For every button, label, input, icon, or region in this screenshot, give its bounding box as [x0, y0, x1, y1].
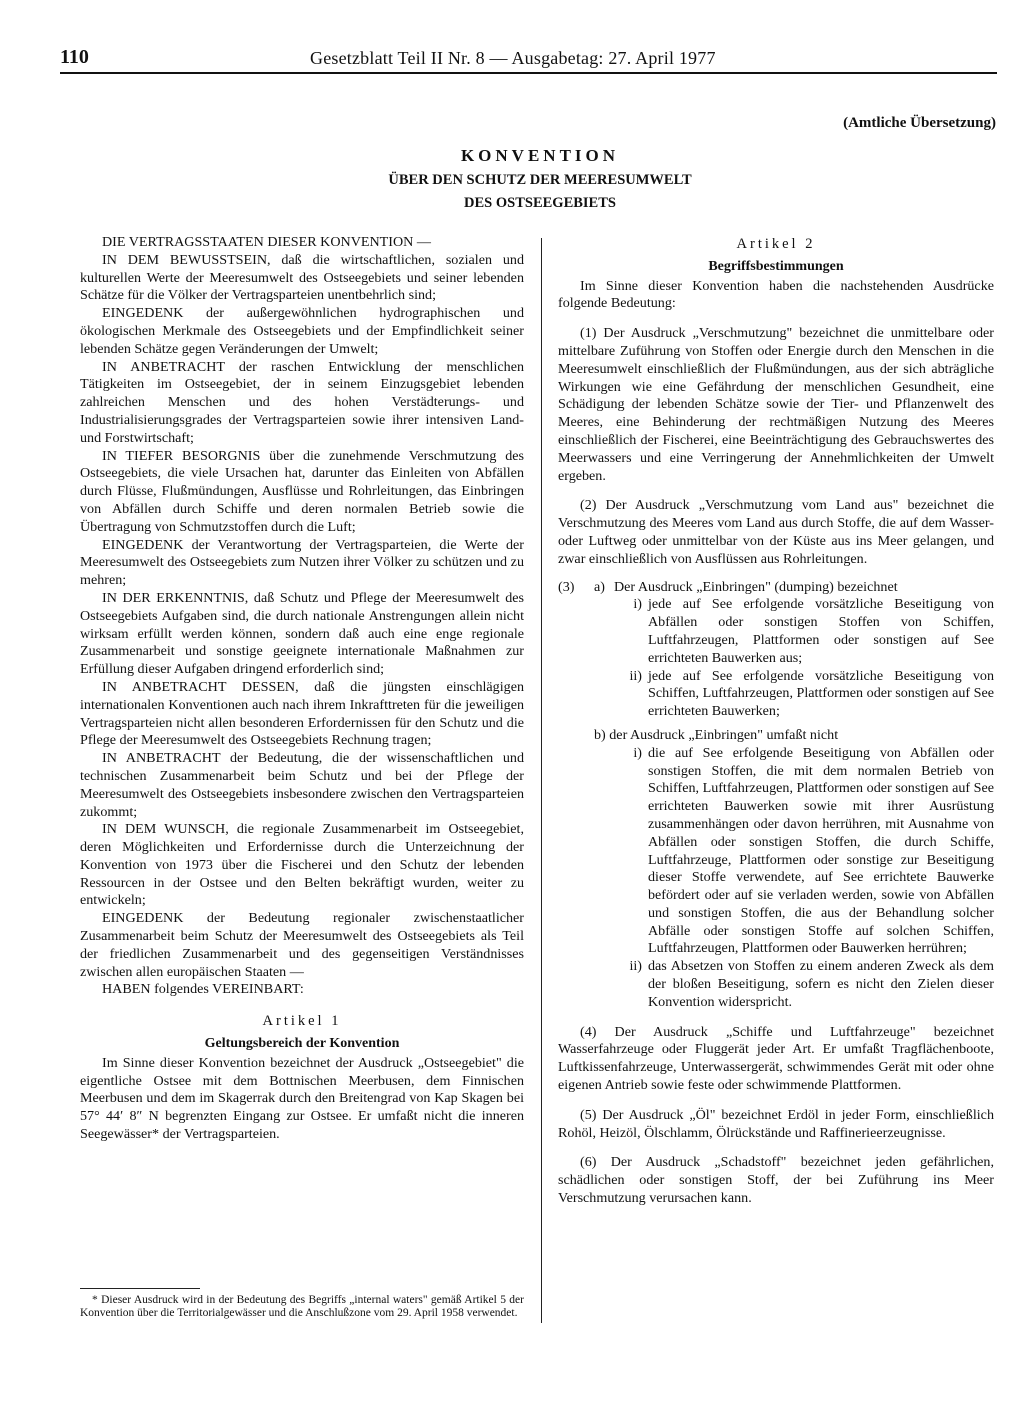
footnote-rule: [80, 1288, 200, 1289]
document-subtitle-line-1: ÜBER DEN SCHUTZ DER MEERESUMWELT: [388, 172, 692, 188]
translation-note: (Amtliche Übersetzung): [843, 115, 996, 131]
preamble-paragraph: IN ANBETRACHT der Bedeutung, die der wissenschaftlichen und technischen Zusammenarbeit beim Schutz und bei der Pflege der Meeresumwelt des Ostseegebiets insbesondere zwischen den Vertragsparteien zukommt;: [80, 750, 524, 820]
preamble-paragraph: IN ANBETRACHT DESSEN, daß die jüngsten einschlägigen internationalen Konventionen auch nach ihrem Inkrafttreten für die jeweiligen Vertragsparteien nicht allen besonderen Erfordernissen für den Schutz und die Pflege der Meeresumwelt des Ostseegebiets Rechnung tragen;: [80, 678, 524, 749]
article-1-text: Im Sinne dieser Konvention bezeichnet der Ausdruck „Ostseegebiet" die eigentliche Ostsee mit dem Bottnischen Meerbusen, dem Finnischen Meerbusen und dem im Skagerrak durch den Breitengrad von Kap Skagen bei 57° 44′ 8″ N begrenzten Eingang zur Ostsee. Er umfaßt nicht die inneren Seegewässer* der Vertragsparteien.: [80, 1054, 524, 1143]
definition-paragraph: (2) Der Ausdruck „Verschmutzung vom Land aus" bezeichnet die Verschmutzung des Meeres vom Land aus durch Stoffe, die auf dem Wasser- oder Luftweg oder unmittelbar von der Küste aus ins Meer gelangen, und zwar einschließlich von Ausflüssen aus Rohrleitungen.: [558, 497, 994, 567]
definition-paragraph: (1) Der Ausdruck „Verschmutzung" bezeichnet die unmittelbare oder mittelbare Zuführung von Stoffen oder Energie durch den Menschen in die Meeresumwelt einschließlich der Flußmündungen, aus der sich abträgliche Wirkungen wie eine Gefährdung der menschlichen Gesundheit, eine Schädigung der lebenden Schätze sowie der Tier- und Pflanzenwelt des Meeres, eine Behinderung der rechtmäßigen Nutzung des Meeres einschließlich der Fischerei, eine Beeinträchtigung des Gebrauchswertes des Meerwassers und eine Verringerung der Annehmlichkeiten der Umwelt ergeben.: [558, 325, 994, 484]
list-item: [620, 596, 994, 667]
list-item-number: ii): [629, 667, 642, 684]
page-number: 110: [60, 46, 89, 68]
list-item: [620, 958, 994, 1011]
preamble-paragraph: IN TIEFER BESORGNIS über die zunehmende Verschmutzung des Ostseegebiets, die viele Ursachen hat, darunter das Einleiten von Abfällen durch Flüsse, Flußmündungen, Ausflüsse und Rohrleitungen, das Einbringen von Abfällen durch Schiffe und deren normalen Betrieb sowie die Übertragung von Schmutzstoffen durch die Luft;: [80, 447, 524, 535]
header-title: Gesetzblatt Teil II Nr. 8 — Ausgabetag: 27. April 1977: [310, 48, 716, 68]
preamble-intro: DIE VERTRAGSSTAATEN DIESER KONVENTION —: [102, 234, 431, 250]
article-2-number: Artikel 2: [736, 236, 816, 252]
preamble-paragraph: IN DEM BEWUSSTSEIN, daß die wirtschaftlichen, sozialen und kulturellen Werte der Meeresumwelt des Ostseegebiets und seiner lebenden Schätze für die Völker der Vertragsparteien unentbehrlich sind;: [80, 251, 524, 304]
list-item-text: die auf See erfolgende Beseitigung von Abfällen oder sonstigen Stoffen, die mit dem normalen Betrieb von Schiffen, Luftfahrzeugen, Plattformen oder sonstigen auf See errichteten Bauwerken sowie mit ihrer Ausrüstung zusammenhängen oder davon herrühren, mit Ausnahme von Abfällen oder sonstigen Stoffen, die durch Schiffe, Luftfahrzeuge, Plattformen oder sonstige zur Beseitigung dieser Stoffe verwendete, auf See errichtete Bauwerke befördert oder auf sie verladen werden, sowie von Abfällen und sonstigen Stoffen, die aus der Behandlung solcher Abfälle oder sonstigen Stoffe auf solchen Schiffen, Luftfahrzeugen, Plattformen oder Bauwerken herrühren;: [648, 744, 994, 957]
page-header: [60, 46, 997, 74]
list-item-text: das Absetzen von Stoffen zu einem anderen Zweck als dem der bloßen Beseitigung, sofern es nicht den Zielen dieser Konvention widerspricht.: [648, 958, 994, 1010]
right-column: [558, 234, 994, 1208]
list-item: [620, 745, 994, 959]
definition-paragraph: (6) Der Ausdruck „Schadstoff" bezeichnet jeden gefährlichen, schädlichen oder sonstigen Stoff, der bei Zuführung ins Meer Verschmutzung verursachen kann.: [558, 1154, 994, 1207]
article-1-title: Geltungsbereich der Konvention: [204, 1036, 400, 1052]
definition-3a: [558, 579, 994, 597]
column-divider: [541, 238, 542, 1323]
left-column: [80, 234, 524, 1144]
list-item-number: ii): [629, 958, 642, 975]
document-title: KONVENTION: [460, 146, 620, 165]
list-item-text: jede auf See erfolgende vorsätzliche Beseitigung von Schiffen, Luftfahrzeugen, Plattformen oder sonstigen auf See errichteten Bauwerken;: [648, 667, 994, 720]
list-item: [620, 668, 994, 721]
article-1-number: Artikel 1: [262, 1013, 342, 1030]
preamble-paragraph: EINGEDENK der Verantwortung der Vertragsparteien, die Werte der Meeresumwelt des Ostseegebiets zum Nutzen ihrer Völker zu schützen und zu mehren;: [80, 536, 524, 589]
definition-paragraph: (5) Der Ausdruck „Öl" bezeichnet Erdöl in jeder Form, einschließlich Rohöl, Heizöl, Ölschlamm, Ölrückstände und Raffinerieerzeugnisse.: [558, 1106, 994, 1141]
list-item-number: i): [633, 596, 642, 613]
footnote: * Dieser Ausdruck wird in der Bedeutung des Begriffs „internal waters" gemäß Artikel 5 der Konvention über die Territorialgewässer und die Anschlußzone vom 29. April 1958 verwendet.: [80, 1294, 524, 1319]
list-item-number: i): [633, 744, 642, 761]
definition-3-number: (3): [558, 578, 575, 595]
article-2-intro: Im Sinne dieser Konvention haben die nachstehenden Ausdrücke folgende Bedeutung:: [558, 277, 994, 312]
definition-paragraph: (4) Der Ausdruck „Schiffe und Luftfahrzeuge" bezeichnet Wasserfahrzeuge oder Fluggerät jeder Art. Er umfaßt Tragflächenboote, Luftkissenfahrzeuge, Unterwassergerät, schwimmendes Gerät mit oder ohne eigenen Antrieb sowie feste oder schwimmende Plattformen.: [558, 1023, 994, 1094]
preamble-paragraph: EINGEDENK der außergewöhnlichen hydrographischen und ökologischen Merkmale des Ostseegebiets und der Empfindlichkeit seiner lebenden Schätze gegen Veränderungen der Umwelt;: [80, 305, 524, 357]
preamble-paragraph: IN DEM WUNSCH, die regionale Zusammenarbeit im Ostseegebiet, deren Möglichkeiten und Erfordernisse durch die Unterzeichnung der Konvention von 1973 über die Fischerei und den Schutz der lebenden Ressourcen in der Ostsee und den Belten bekräftigt wurden, weiter zu entwickeln;: [80, 821, 524, 909]
article-2-title: Begriffsbestimmungen: [708, 258, 844, 274]
preamble-paragraph: IN ANBETRACHT der raschen Entwicklung der menschlichen Tätigkeiten im Ostseegebiet, der in seinem Einzugsgebiet lebenden zahlreichen Menschen und des hohen Verstädterungs- und Industrialisierungsgrades der Vertragsparteien sowie ihrer intensiven Land- und Forstwirtschaft;: [80, 358, 524, 446]
definition-3a-text: Der Ausdruck „Einbringen" (dumping) bezeichnet: [614, 578, 898, 595]
preamble-paragraph: IN DER ERKENNTNIS, daß Schutz und Pflege der Meeresumwelt des Ostseegebiets Aufgaben sind, die durch nationale Anstrengungen allein nicht wirksam erfüllt werden können, sondern daß auch eine enge regionale Zusammenarbeit und sonstige geeignete internationale Maßnahmen zur Erfüllung dieser Aufgaben dringend erforderlich sind;: [80, 589, 524, 678]
definition-3a-label: a): [594, 578, 605, 595]
preamble-closing: HABEN folgendes VEREINBART:: [102, 981, 304, 998]
list-item-text: jede auf See erfolgende vorsätzliche Beseitigung von Abfällen oder sonstigen Stoffen von Schiffen, Luftfahrzeugen, Plattformen oder sonstigen auf See errichteten Bauwerken aus;: [648, 596, 994, 666]
document-subtitle-line-2: DES OSTSEEGEBIETS: [464, 195, 616, 211]
definition-3b: b) der Ausdruck „Einbringen" umfaßt nicht: [594, 726, 839, 743]
preamble-paragraph: EINGEDENK der Bedeutung regionaler zwischenstaatlicher Zusammenarbeit beim Schutz der Meeresumwelt des Ostseegebiets als Teil der friedlichen Zusammenarbeit und des gegenseitigen Verständnisses zwischen allen europäischen Staaten —: [80, 910, 524, 980]
